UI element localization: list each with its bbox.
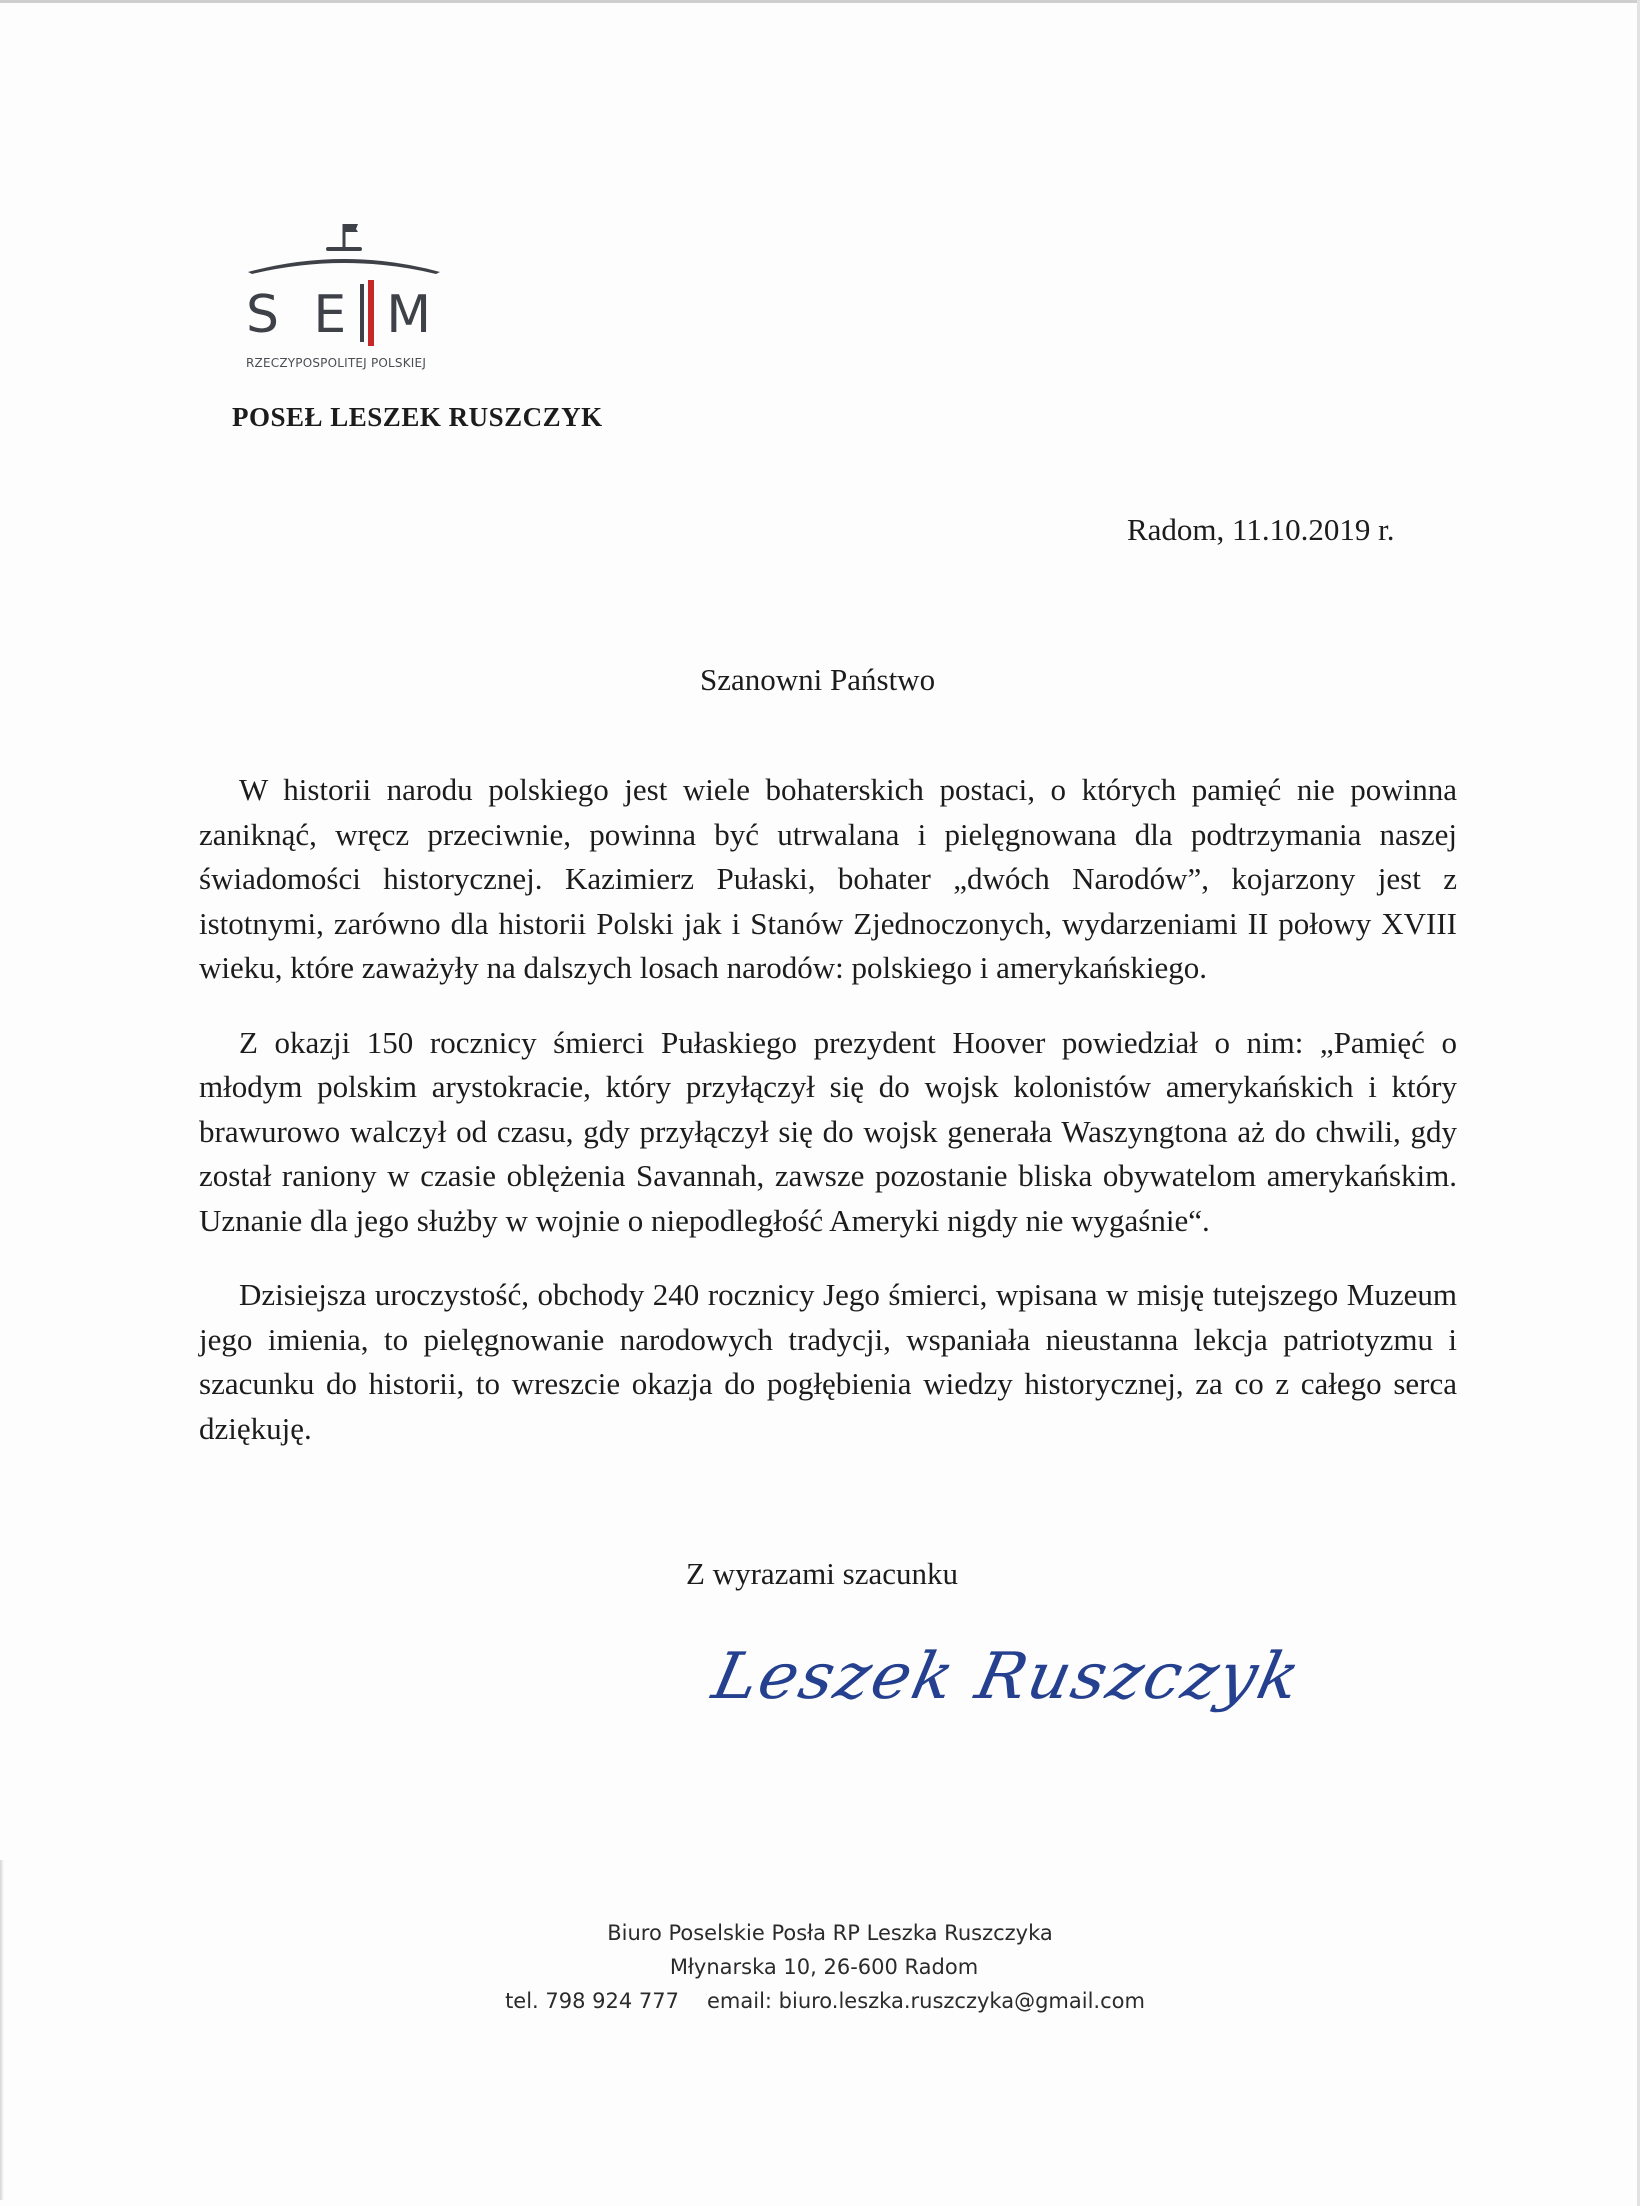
sender-name: POSEŁ LESZEK RUSZCZYK — [232, 402, 603, 432]
closing: Z wyrazami szacunku — [686, 1556, 958, 1591]
footer-address: Młynarska 10, 26-600 Radom — [669, 1955, 979, 1979]
footer-office: Biuro Poselskie Posła RP Leszka Ruszczyka — [607, 1921, 1053, 1945]
sejm-subtitle: RZECZYPOSPOLITEJ POLSKIEJ — [246, 356, 427, 370]
sejm-wordmark: S E M — [246, 280, 443, 346]
salutation: Szanowni Państwo — [700, 662, 936, 697]
footer-email: email: biuro.leszka.ruszczyka@gmail.com — [707, 1989, 1145, 2013]
scan-edge-top — [0, 0, 1640, 3]
date-line: Radom, 11.10.2019 r. — [1127, 512, 1395, 547]
footer-phone: tel. 798 924 777 — [505, 1989, 679, 2013]
footer — [0, 1916, 1640, 2018]
sejm-dome-icon — [238, 210, 448, 290]
paragraph-2: Z okazji 150 rocznicy śmierci Pułaskiego prezydent Hoover powiedział o nim: „Pamięć o młodym polskim arystokracie, który przyłączył się do wojsk kolonistów amerykańskich i który brawurowo walczył od czasu, gdy przyłączył się do wojsk generała Waszyngtona aż do chwili, gdy został raniony w czasie oblężenia Savannah, zawsze pozostanie bliska obywatelom amerykańskim. Uznanie dla jego służby w wojnie o niepodległość Ameryki nigdy nie wygaśnie“. — [199, 1024, 1457, 1238]
footer-contact — [0, 1984, 1640, 2018]
paragraph-1: W historii narodu polskiego jest wiele bohaterskich postaci, o których pamięć nie powinna zaniknąć, wręcz przeciwnie, powinna być utrwalana i pielęgnowana dla podtrzymania naszej świadomości historycznej. Kazimierz Pułaski, bohater „dwóch Narodów”, kojarzony jest z istotnymi, zarówno dla historii Polski jak i Stanów Zjednoczonych, wydarzeniami II połowy XVIII wieku, które zaważyły na dalszych losach narodów: polskiego i amerykańskiego. — [199, 772, 1457, 985]
sejm-logo — [238, 210, 448, 370]
scan-edge-left — [0, 1860, 4, 2200]
handwritten-signature — [706, 1640, 1309, 1750]
signature-text: Leszek Ruszczyk — [706, 1640, 1309, 1714]
letter-body — [199, 768, 1457, 1481]
paragraph-3: Dzisiejsza uroczystość, obchody 240 rocznicy Jego śmierci, wpisana w misję tutejszego Muzeum jego imienia, to pielęgnowanie narodowych tradycji, wspaniała nieustanna lekcja patriotyzmu i szacunku do historii, to wreszcie okazja do pogłębienia wiedzy historycznej, za co z całego serca dziękuję. — [199, 1277, 1457, 1446]
